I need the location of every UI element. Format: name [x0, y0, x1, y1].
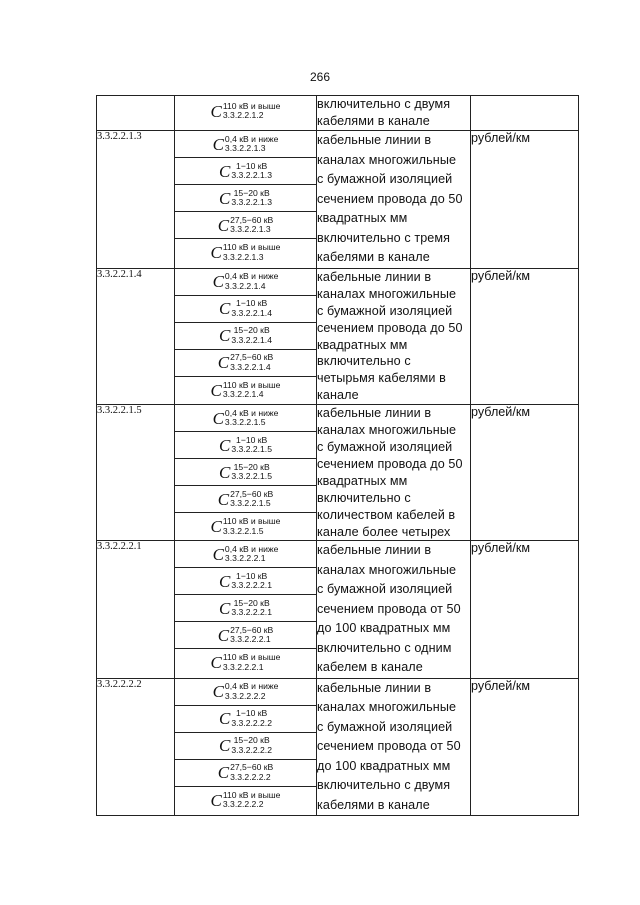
rate-symbol [175, 679, 316, 706]
description-line: кабельные линии в [317, 543, 432, 558]
rate-symbol [175, 212, 316, 239]
symbol-superscript: 1−10 кВ [236, 708, 268, 719]
unit: рублей/км [471, 541, 579, 679]
description [317, 268, 471, 404]
description-line: квадратных мм [317, 473, 408, 488]
description-line: каналах многожильные [317, 423, 457, 438]
symbol-superscript: 110 кВ и выше [222, 242, 281, 253]
rate-symbol [175, 459, 316, 486]
description-line: канале [317, 388, 359, 403]
table-row [97, 268, 579, 404]
rate-symbol [175, 541, 316, 568]
description-line: кабелем в канале [317, 660, 423, 675]
rate-symbol [175, 622, 316, 649]
rate-symbol [175, 486, 316, 513]
symbol-subscript: 3.3.2.2.2.2 [231, 717, 272, 728]
rate-symbol [175, 296, 316, 323]
rate-symbol [175, 405, 316, 432]
description [317, 678, 471, 816]
symbol-letter: C [212, 544, 224, 564]
symbol-letter: C [212, 682, 224, 702]
symbol-letter: C [219, 709, 231, 729]
symbol-superscript: 1−10 кВ [236, 570, 268, 581]
rate-symbol [175, 131, 316, 158]
symbol-superscript: 0,4 кВ и ниже [224, 271, 279, 282]
unit [471, 96, 579, 131]
symbol-superscript: 110 кВ и выше [222, 652, 281, 663]
rate-symbol [175, 269, 316, 296]
rate-symbol [175, 185, 316, 212]
symbol-subscript: 3.3.2.2.2.1 [222, 661, 264, 672]
symbol-subscript: 3.3.2.2.1.5 [231, 471, 272, 482]
symbol-letter: C [210, 517, 222, 537]
description-line: сечением провода до 50 [317, 320, 463, 335]
symbol-letter: C [212, 272, 224, 292]
description-line: включительно с тремя [317, 230, 451, 245]
description-line: с бумажной изоляцией [317, 439, 453, 454]
symbol-superscript: 0,4 кВ и ниже [224, 543, 279, 554]
symbol-letter: C [219, 188, 231, 208]
symbol-subscript: 3.3.2.2.1.4 [222, 389, 264, 400]
symbol-superscript: 0,4 кВ и ниже [224, 133, 279, 144]
symbol-letter: C [210, 380, 222, 400]
symbol-superscript: 0,4 кВ и ниже [224, 681, 279, 692]
rate-symbol [175, 649, 316, 676]
symbol-subscript: 3.3.2.2.1.4 [224, 280, 266, 291]
symbol-subscript: 3.3.2.2.1.3 [231, 170, 272, 181]
description-line: сечением провода от 50 [317, 601, 461, 616]
symbol-letter: C [217, 763, 230, 783]
rate-symbol [175, 432, 316, 459]
description [317, 405, 471, 541]
description-line: каналах многожильные [317, 152, 457, 167]
item-code: 3.3.2.2.1.5 [97, 405, 175, 541]
symbol-letter: C [219, 299, 231, 319]
description-line: сечением провода до 50 [317, 456, 463, 471]
symbol-subscript: 3.3.2.2.1.4 [230, 361, 271, 372]
symbol-subscript: 3.3.2.2.1.4 [231, 307, 272, 318]
symbol-letter: C [219, 462, 231, 482]
unit: рублей/км [471, 678, 579, 816]
item-code: 3.3.2.2.2.1 [97, 541, 175, 679]
symbol-superscript: 27,5−60 кВ [230, 214, 274, 225]
tariff-table [96, 95, 579, 816]
page-number: 266 [309, 70, 331, 84]
description-line: кабелями в канале [317, 114, 430, 129]
description-line: до 100 квадратных мм [317, 758, 451, 773]
item-code: 3.3.2.2.2.2 [97, 678, 175, 816]
item-code: 3.3.2.2.1.4 [97, 268, 175, 404]
symbol-letter: C [217, 625, 230, 645]
rate-symbols-cell [175, 541, 317, 679]
symbol-subscript: 3.3.2.2.1.5 [222, 525, 264, 536]
description-line: кабелями в канале [317, 250, 430, 265]
symbol-subscript: 3.3.2.2.2.1 [224, 553, 266, 564]
rate-symbols-cell [175, 131, 317, 269]
symbol-letter: C [217, 353, 230, 373]
rate-symbol [175, 787, 316, 814]
symbol-superscript: 110 кВ и выше [222, 100, 281, 111]
description-line: включительно с двумя [317, 97, 451, 111]
rate-symbols-cell [175, 268, 317, 404]
symbol-letter: C [210, 243, 222, 263]
symbol-subscript: 3.3.2.2.2.2 [230, 771, 271, 782]
description-line: каналах многожильные [317, 562, 457, 577]
description-line: с бумажной изоляцией [317, 303, 453, 318]
table-row [97, 541, 579, 679]
symbol-superscript: 110 кВ и выше [222, 379, 281, 390]
description-line: квадратных мм [317, 211, 408, 226]
symbol-superscript: 15−20 кВ [233, 597, 270, 608]
rate-symbols-cell [175, 96, 317, 131]
description [317, 131, 471, 269]
table-row [97, 405, 579, 541]
item-code: 3.3.2.2.1.3 [97, 131, 175, 269]
unit: рублей/км [471, 268, 579, 404]
symbol-superscript: 15−20 кВ [233, 187, 270, 198]
rate-symbol [175, 568, 316, 595]
symbol-subscript: 3.3.2.2.2.1 [231, 580, 272, 591]
description-line: кабелями в канале [317, 797, 430, 812]
symbol-letter: C [219, 326, 231, 346]
symbol-superscript: 27,5−60 кВ [230, 624, 274, 635]
symbol-superscript: 27,5−60 кВ [230, 488, 274, 499]
description-line: кабельные линии в [317, 406, 432, 421]
rate-symbol [175, 323, 316, 350]
symbol-superscript: 1−10 кВ [236, 160, 268, 171]
description [317, 96, 471, 131]
symbol-subscript: 3.3.2.2.1.3 [224, 143, 266, 154]
rate-symbol [175, 706, 316, 733]
unit: рублей/км [471, 131, 579, 269]
rate-symbol [175, 733, 316, 760]
description-line: кабельные линии в [317, 133, 432, 148]
symbol-subscript: 3.3.2.2.1.4 [231, 334, 272, 345]
item-code [97, 96, 175, 131]
description-line: каналах многожильные [317, 286, 457, 301]
symbol-subscript: 3.3.2.2.1.5 [231, 444, 272, 455]
description-line: с бумажной изоляцией [317, 582, 453, 597]
symbol-subscript: 3.3.2.2.1.2 [222, 110, 264, 120]
symbol-letter: C [210, 790, 222, 810]
symbol-letter: C [219, 598, 231, 618]
description-line: включительно с [317, 354, 411, 369]
symbol-superscript: 27,5−60 кВ [230, 352, 274, 363]
description-line: сечением провода до 50 [317, 191, 463, 206]
symbol-superscript: 15−20 кВ [233, 461, 270, 472]
rate-symbol [175, 350, 316, 377]
description-line: до 100 квадратных мм [317, 621, 451, 636]
rate-symbol [175, 96, 316, 126]
description-line: с бумажной изоляцией [317, 172, 453, 187]
table-row [97, 131, 579, 269]
symbol-letter: C [212, 134, 224, 154]
symbol-superscript: 110 кВ и выше [222, 789, 281, 800]
table-row [97, 678, 579, 816]
unit: рублей/км [471, 405, 579, 541]
symbol-superscript: 110 кВ и выше [222, 516, 281, 527]
symbol-letter: C [219, 736, 231, 756]
description-line: четырьмя кабелями в [317, 371, 446, 386]
description [317, 541, 471, 679]
description-line: включительно с одним [317, 640, 452, 655]
symbol-subscript: 3.3.2.2.1.5 [230, 498, 271, 509]
rate-symbol [175, 760, 316, 787]
symbol-superscript: 1−10 кВ [236, 434, 268, 445]
symbol-superscript: 0,4 кВ и ниже [224, 407, 279, 418]
description-line: квадратных мм [317, 337, 408, 352]
symbol-subscript: 3.3.2.2.1.3 [231, 197, 272, 208]
table-row [97, 96, 579, 131]
symbol-subscript: 3.3.2.2.2.2 [222, 799, 264, 810]
symbol-letter: C [219, 161, 231, 181]
description-line: кабельные линии в [317, 269, 432, 284]
description-line: количеством кабелей в [317, 507, 456, 522]
symbol-letter: C [212, 408, 224, 428]
symbol-subscript: 3.3.2.2.2.2 [224, 690, 266, 701]
symbol-subscript: 3.3.2.2.2.2 [231, 744, 272, 755]
symbol-letter: C [219, 435, 231, 455]
description-line: с бумажной изоляцией [317, 719, 453, 734]
symbol-superscript: 15−20 кВ [233, 735, 270, 746]
description-line: каналах многожильные [317, 700, 457, 715]
rate-symbol [175, 239, 316, 266]
rate-symbol [175, 377, 316, 404]
symbol-superscript: 27,5−60 кВ [230, 762, 274, 773]
description-line: канале более четырех [317, 524, 451, 539]
rate-symbol [175, 595, 316, 622]
symbol-subscript: 3.3.2.2.1.3 [222, 251, 264, 262]
symbol-subscript: 3.3.2.2.1.5 [224, 417, 266, 428]
symbol-letter: C [210, 101, 222, 121]
table-body [97, 96, 579, 816]
description-line: сечением провода от 50 [317, 739, 461, 754]
rate-symbols-cell [175, 678, 317, 816]
rate-symbol [175, 513, 316, 540]
symbol-superscript: 15−20 кВ [233, 325, 270, 336]
symbol-letter: C [217, 489, 230, 509]
rate-symbol [175, 158, 316, 185]
symbol-letter: C [210, 653, 222, 673]
symbol-subscript: 3.3.2.2.2.1 [231, 607, 272, 618]
description-line: кабельные линии в [317, 680, 432, 695]
rate-symbols-cell [175, 405, 317, 541]
symbol-superscript: 1−10 кВ [236, 298, 268, 309]
description-line: включительно с [317, 490, 411, 505]
symbol-subscript: 3.3.2.2.2.1 [230, 634, 271, 645]
symbol-letter: C [219, 571, 231, 591]
description-line: включительно с двумя [317, 778, 451, 793]
symbol-subscript: 3.3.2.2.1.3 [230, 224, 271, 235]
symbol-letter: C [217, 215, 230, 235]
